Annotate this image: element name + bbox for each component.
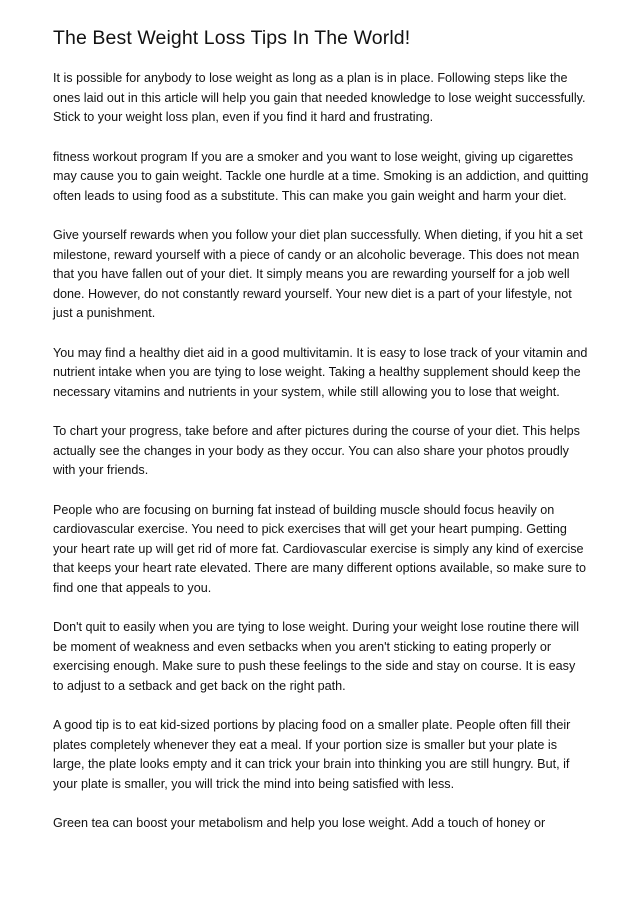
paragraph-cardio: People who are focusing on burning fat instead of building muscle should focus heavily on cardiovascular exercise. You need to pick exercises that will get your heart pumping. Getting your heart rate up will get rid of more fat. Cardiovascular exercise is simply any kind of exercise that keeps your heart rate elevated. There are many different options available, so make sure to find one that appeals to you. xyxy=(53,502,586,595)
paragraph-smoking: fitness workout program If you are a smoker and you want to lose weight, giving up cigarettes may cause you to gain weight. Tackle one hurdle at a time. Smoking is an addiction, and quitting often leads to using food as a substitute. This can make you gain weight and harm your diet. xyxy=(53,149,589,203)
paragraph-dont-quit: Don't quit to easily when you are tying to lose weight. During your weight lose routine there will be moment of weakness and even setbacks when you aren't sticking to eating properly or exercising enough. Make sure to push these feelings to the side and stay on course. It is easy to adjust to a setback and get back on the right path. xyxy=(53,620,580,693)
paragraph-intro: It is possible for anybody to lose weight as long as a plan is in place. Following steps like the ones laid out in this article will help you gain that needed knowledge to lose weight successfully. Stick to your weight loss plan, even if you find it hard and frustrating. xyxy=(53,71,586,124)
paragraph-rewards: Give yourself rewards when you follow your diet plan successfully. When dieting, if you hit a set milestone, reward yourself with a piece of candy or an alcoholic beverage. This does not mean that you have fallen out of your diet. It simply means you are rewarding yourself for a job well done. However, do not constantly reward yourself. Your new diet is a part of your lifestyle, not just a punishment. xyxy=(53,228,583,320)
paragraph-green-tea: Green tea can boost your metabolism and help you lose weight. Add a touch of honey or xyxy=(53,816,546,830)
paragraph-progress-pictures: To chart your progress, take before and after pictures during the course of your diet. This helps actually see the changes in your body as they occur. You can also share your photos proudly with your friends. xyxy=(53,424,580,477)
paragraph-multivitamin: You may find a healthy diet aid in a good multivitamin. It is easy to lose track of your vitamin and nutrient intake when you are tying to lose weight. Taking a healthy supplement should keep the necessary vitamins and nutrients in your system, while still allowing you to lose that weight. xyxy=(53,345,588,399)
document-title: The Best Weight Loss Tips In The World! xyxy=(53,27,411,49)
paragraph-portions: A good tip is to eat kid-sized portions by placing food on a smaller plate. People often fill their plates completely whenever they eat a meal. If your portion size is smaller but your plate is large, the plate looks empty and it can trick your brain into thinking you are still hungry. But, if your plate is smaller, you will trick the mind into being satisfied with less. xyxy=(53,718,571,791)
document-page xyxy=(53,25,589,854)
